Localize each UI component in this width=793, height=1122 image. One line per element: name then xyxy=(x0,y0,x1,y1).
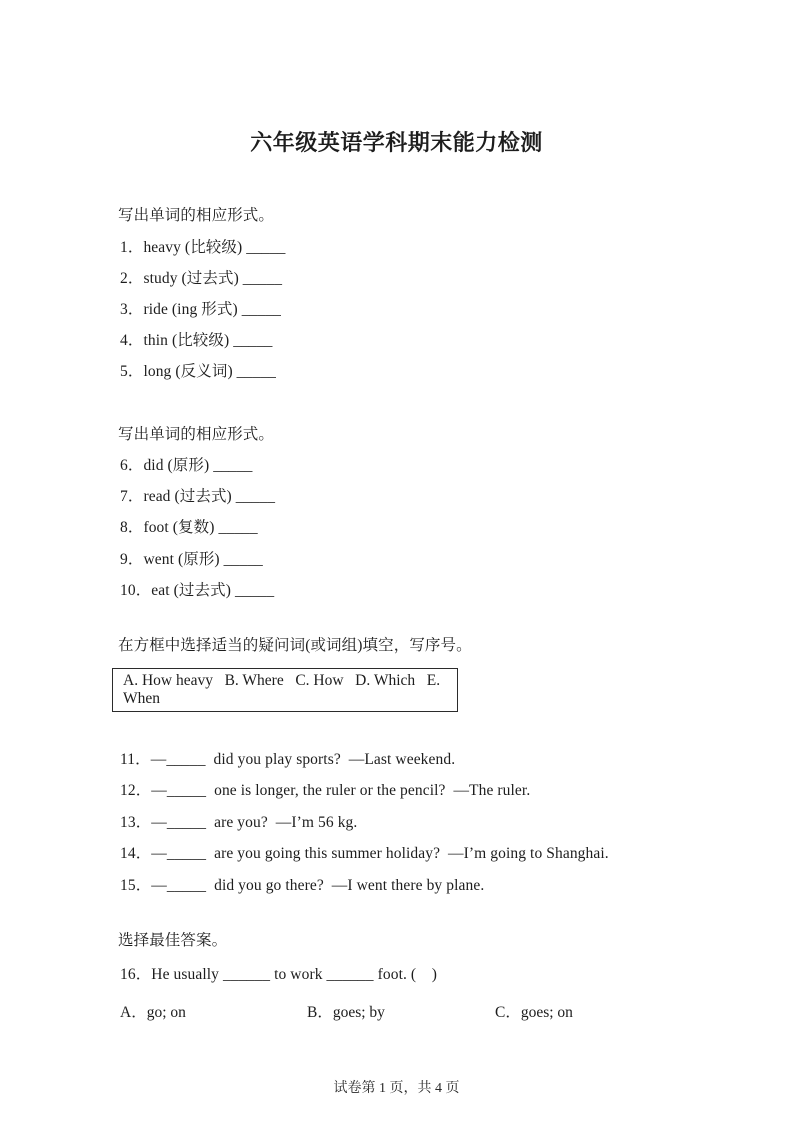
option-a: A．go; on xyxy=(120,1004,186,1021)
question-1: 1．heavy (比较级) _____ xyxy=(120,239,286,256)
question-16: 16．He usually ______ to work ______ foot. ( ) xyxy=(120,966,438,983)
question-2: 2．study (过去式) _____ xyxy=(120,270,283,287)
word-bank-options: A. How heavy B. Where C. How D. Which E. When xyxy=(123,672,444,707)
option-b: B．goes; by xyxy=(307,1004,385,1021)
question-13: 13．—_____ are you? —I’m 56 kg. xyxy=(120,814,358,831)
question-10: 10．eat (过去式) _____ xyxy=(120,582,275,599)
option-c: C．goes; on xyxy=(495,1004,573,1021)
question-14: 14．—_____ are you going this summer holiday? —I’m going to Shanghai. xyxy=(120,845,609,862)
question-4: 4．thin (比较级) _____ xyxy=(120,332,273,349)
question-3: 3．ride (ing 形式) _____ xyxy=(120,301,281,318)
question-9: 9．went (原形) _____ xyxy=(120,551,263,568)
section-4-header: 选择最佳答案。 xyxy=(118,932,228,949)
page-title: 六年级英语学科期末能力检测 xyxy=(250,130,543,155)
question-8: 8．foot (复数) _____ xyxy=(120,519,258,536)
question-6: 6．did (原形) _____ xyxy=(120,457,253,474)
question-15: 15．—_____ did you go there? —I went there by plane. xyxy=(120,877,485,894)
section-3-header: 在方框中选择适当的疑问词(或词组)填空，写序号。 xyxy=(118,637,472,654)
question-5: 5．long (反义词) _____ xyxy=(120,363,276,380)
section-2-header: 写出单词的相应形式。 xyxy=(118,426,275,443)
page-number-footer: 试卷第 1 页，共 4 页 xyxy=(333,1081,460,1096)
question-12: 12．—_____ one is longer, the ruler or the pencil? —The ruler. xyxy=(120,782,531,799)
section-1-header: 写出单词的相应形式。 xyxy=(118,207,275,224)
word-bank-box xyxy=(112,668,458,712)
question-11: 11．—_____ did you play sports? —Last weekend. xyxy=(120,751,456,768)
question-7: 7．read (过去式) _____ xyxy=(120,488,276,505)
question-16-options xyxy=(120,1000,680,1022)
